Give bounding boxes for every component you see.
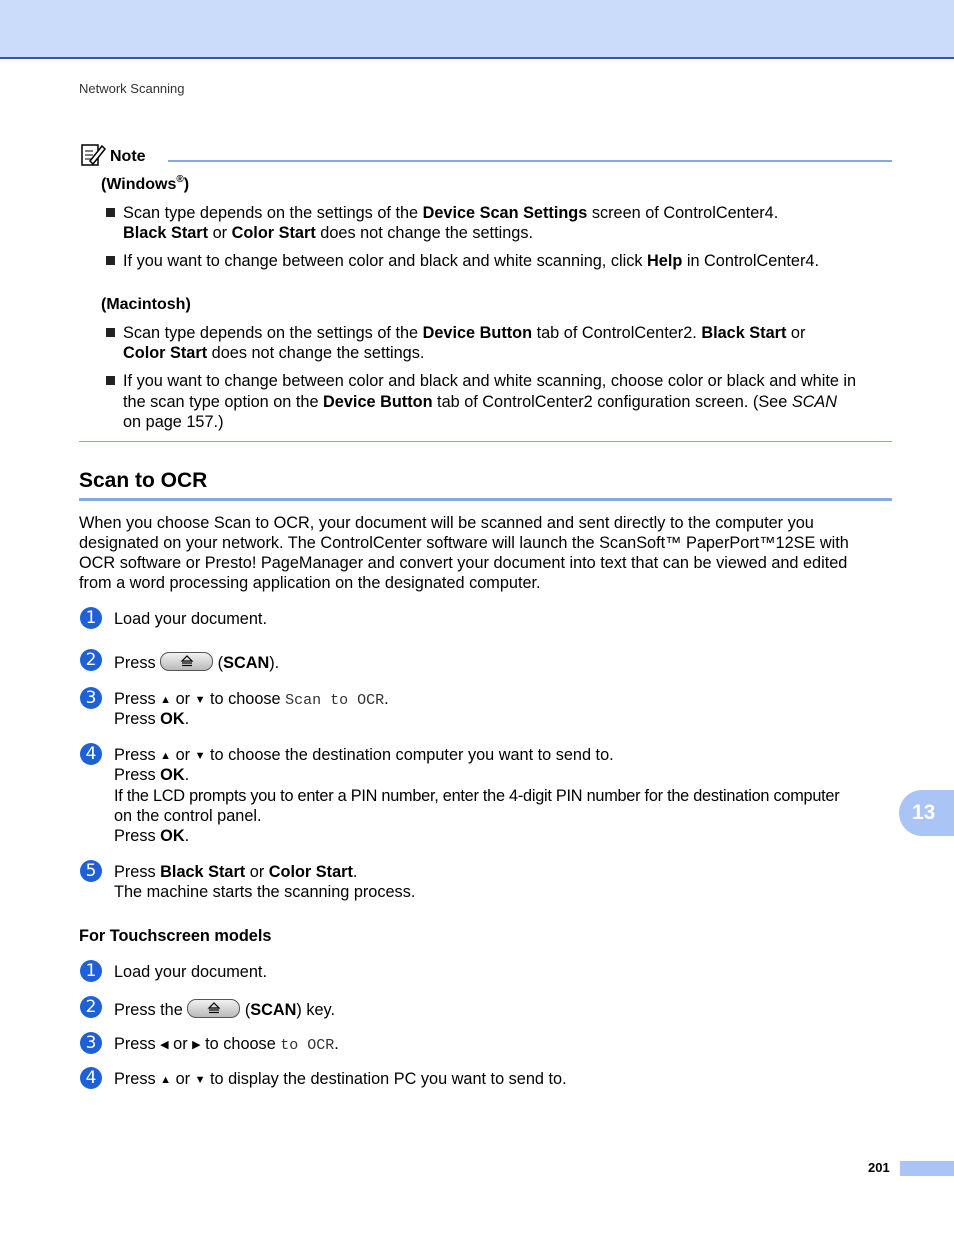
down-triangle-icon: ▼ bbox=[194, 750, 206, 762]
step-5-result: The machine starts the scanning process. bbox=[114, 883, 416, 901]
step-1-text: Load your document. bbox=[114, 610, 267, 628]
page-number-bar bbox=[900, 1161, 954, 1176]
note-pencil-icon bbox=[80, 143, 106, 167]
right-triangle-icon: ▶ bbox=[192, 1039, 201, 1051]
bullet-icon bbox=[106, 376, 115, 385]
scan-key-icon bbox=[187, 999, 240, 1018]
mac-bullet-2-cont2: on page 157.) bbox=[123, 413, 224, 431]
step-number-5: 5 bbox=[80, 860, 102, 882]
section-title: Scan to OCR bbox=[79, 469, 208, 492]
touch-step-number-4: 4 bbox=[80, 1067, 102, 1089]
windows-heading: (Windows®) bbox=[101, 174, 190, 193]
note-end-rule bbox=[79, 441, 892, 442]
step-4-text: Press ▲ or ▼ to choose the destination computer you want to send to. bbox=[114, 746, 614, 764]
up-triangle-icon: ▲ bbox=[160, 750, 172, 762]
touch-step-1-text: Load your document. bbox=[114, 963, 267, 981]
mac-bullet-2: If you want to change between color and black and white scanning, choose color or black and white in bbox=[123, 372, 857, 390]
step-3-press-ok: Press OK. bbox=[114, 710, 190, 728]
step-4-press-ok: Press OK. bbox=[114, 766, 190, 784]
touch-step-number-3: 3 bbox=[80, 1032, 102, 1054]
left-triangle-icon: ◀ bbox=[160, 1039, 169, 1051]
intro-line-1: When you choose Scan to OCR, your document will be scanned and sent directly to the computer you bbox=[79, 514, 814, 532]
mac-bullet-1: Scan type depends on the settings of the Device Button tab of ControlCenter2. Black Start or bbox=[123, 324, 806, 342]
bullet-icon bbox=[106, 208, 115, 217]
touch-step-3-text: Press ◀ or ▶ to choose to OCR. bbox=[114, 1035, 339, 1054]
running-header: Network Scanning bbox=[79, 81, 185, 96]
step-2-text: Press (SCAN). bbox=[114, 654, 280, 672]
intro-line-4: from a word processing application on the designated computer. bbox=[79, 574, 541, 592]
intro-line-2: designated on your network. The ControlCenter software will launch the ScanSoft™ PaperPort™12SE with bbox=[79, 534, 849, 552]
touch-step-number-2: 2 bbox=[80, 996, 102, 1018]
windows-bullet-1: Scan type depends on the settings of the Device Scan Settings screen of ControlCenter4. bbox=[123, 204, 779, 222]
step-number-1: 1 bbox=[80, 607, 102, 629]
macintosh-heading: (Macintosh) bbox=[101, 296, 191, 313]
step-number-4: 4 bbox=[80, 743, 102, 765]
bullet-icon bbox=[106, 328, 115, 337]
windows-bullet-2: If you want to change between color and black and white scanning, click Help in ControlCenter4. bbox=[123, 252, 819, 270]
top-band bbox=[0, 0, 954, 59]
step-3-text: Press ▲ or ▼ to choose Scan to OCR. bbox=[114, 690, 389, 709]
chapter-tab: 13 bbox=[899, 790, 954, 836]
note-rule bbox=[168, 160, 892, 162]
down-triangle-icon: ▼ bbox=[194, 1074, 206, 1086]
step-5-text: Press Black Start or Color Start. bbox=[114, 863, 358, 881]
down-triangle-icon: ▼ bbox=[194, 694, 206, 706]
step-4-pin-text: If the LCD prompts you to enter a PIN number, enter the 4-digit PIN number for the destination computer bbox=[114, 787, 840, 805]
up-triangle-icon: ▲ bbox=[160, 1074, 172, 1086]
step-number-2: 2 bbox=[80, 649, 102, 671]
page-number: 201 bbox=[868, 1160, 890, 1175]
section-rule bbox=[79, 498, 892, 501]
touch-step-number-1: 1 bbox=[80, 960, 102, 982]
touchscreen-heading: For Touchscreen models bbox=[79, 927, 272, 945]
intro-line-3: OCR software or Presto! PageManager and convert your document into text that can be viewed and edited bbox=[79, 554, 848, 572]
step-4-press-ok-2: Press OK. bbox=[114, 827, 190, 845]
mac-bullet-2-cont: the scan type option on the Device Button tab of ControlCenter2 configuration screen. (See SCAN bbox=[123, 393, 838, 411]
bullet-icon bbox=[106, 256, 115, 265]
up-triangle-icon: ▲ bbox=[160, 694, 172, 706]
note-label: Note bbox=[110, 148, 146, 165]
windows-bullet-1-cont: Black Start or Color Start does not change the settings. bbox=[123, 224, 533, 242]
step-4-pin-text-cont: on the control panel. bbox=[114, 807, 262, 825]
touch-step-4-text: Press ▲ or ▼ to display the destination PC you want to send to. bbox=[114, 1070, 567, 1088]
touch-step-2-text: Press the (SCAN) key. bbox=[114, 1001, 336, 1019]
scan-key-icon bbox=[160, 652, 213, 671]
mac-bullet-1-cont: Color Start does not change the settings. bbox=[123, 344, 425, 362]
step-number-3: 3 bbox=[80, 687, 102, 709]
